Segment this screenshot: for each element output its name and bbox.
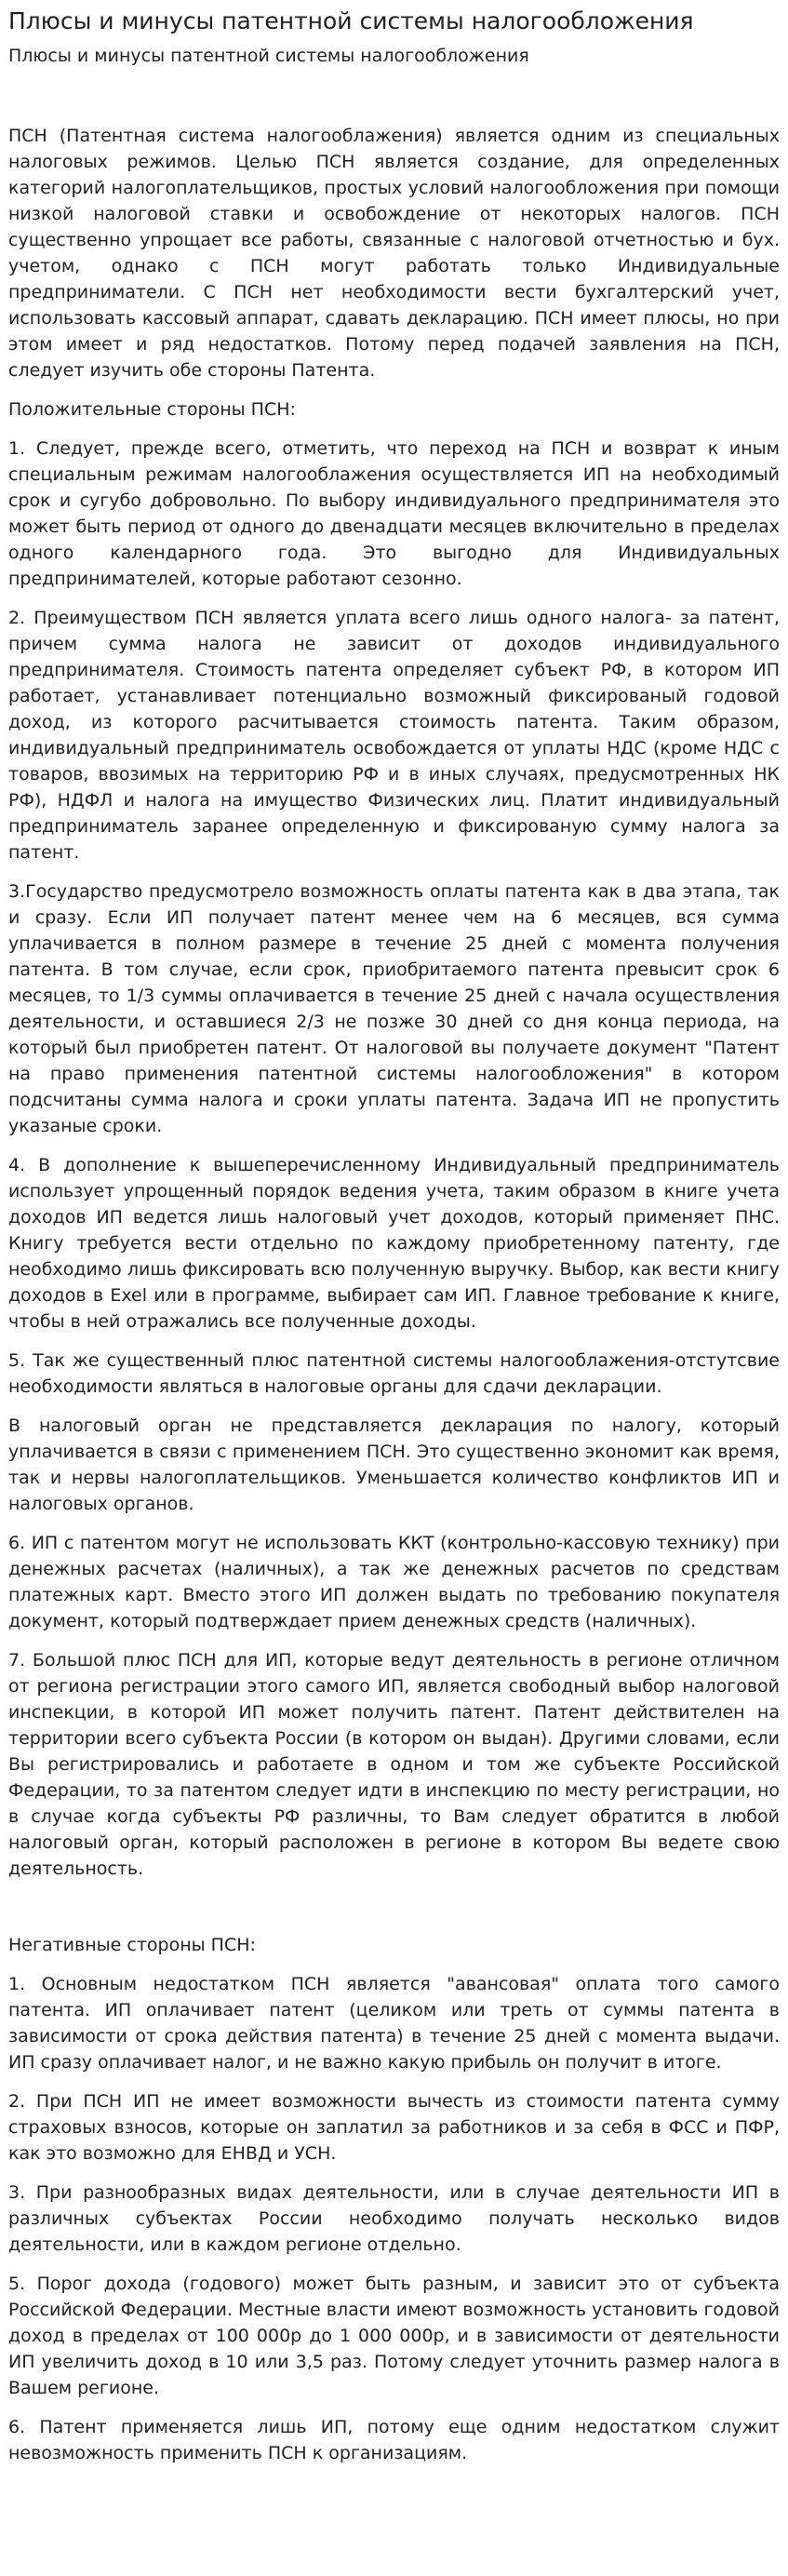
negative-item: 6. Патент применяется лишь ИП, потому еще одним недостатком служит невозможность применить ПСН к организациям. bbox=[8, 2417, 780, 2463]
positive-item: 1. Следует, прежде всего, отметить, что переход на ПСН и возврат к иным специальным режимам налогооблажения осуществляется ИП на необходимый срок и сугубо добровольно. По выбору индивидуального предпринимателя это может быть период от одного до двенадцати месяцев включительно в пределах одного календарного года. Это выгодно для Индивидуальных предпринимателей, которые работают сезонно. bbox=[8, 438, 780, 589]
positive-item: 7. Большой плюс ПСН для ИП, которые ведут деятельность в регионе отличном от региона регистрации этого самого ИП, является свободный выбор налоговой инспекции, в которой ИП может получить патент. Патент действителен на территории всего субъекта России (в котором он выдан). Другими словами, если Вы регистрировались и работаете в одном и том же субъекте Российской Федерации, то за патентом следует идти в инспекцию по месту регистрации, но в случае когда субъекты РФ различны, то Вам следует обратится в любой налоговый орган, который расположен в регионе в котором Вы ведете свою деятельность. bbox=[8, 1650, 780, 1879]
negative-item: 3. При разнообразных видах деятельности, или в случае деятельности ИП в различных субъектах России необходимо получать несколько видов деятельности, или в каждом регионе отдельно. bbox=[8, 2182, 780, 2255]
negative-item: 1. Основным недостатком ПСН является "авансовая" оплата того самого патента. ИП оплачивает патент (целиком или треть от суммы патента в зависимости от срока действия патента) в течение 25 дней с момента выдачи. ИП сразу оплачивает налог, и не важно какую прибыль он получит в итоге. bbox=[8, 1974, 780, 2073]
negative-item: 5. Порог дохода (годового) может быть разным, и зависит это от субъекта Российской Федерации. Местные власти имеют возможность установить годовой доход в пределах от 100 000р до 1 000 000р, и в зависимости от деятельности ИП увеличить доход в 10 или 3,5 раз. Потому следует уточнить размер налога в Вашем регионе. bbox=[8, 2274, 780, 2398]
section-spacer bbox=[8, 1895, 780, 1932]
page-subtitle: Плюсы и минусы патентной системы налогообложения bbox=[8, 46, 529, 66]
positive-item: 6. ИП с патентом могут не использовать ККТ (контрольно-кассовую технику) при денежных расчетах (наличных), а так же денежных расчетов по средствам платежных карт. Вместо этого ИП должен выдать по требованию покупателя документ, который подтверждает прием денежных средств (наличных). bbox=[8, 1533, 780, 1631]
positive-item: 4. В дополнение к вышеперечисленному Индивидуальный предприниматель использует упрощенный порядок ведения учета, таким образом в книге учета доходов ИП ведется лишь налоговый учет доходов, который применяет ПНС. Книгу требуется вести отдельно по каждому приобретенному патенту, где необходимо лишь фиксировать всю полученную выручку. Выбор, как вести книгу доходов в Exel или в программе, выбирает сам ИП. Главное требование к книге, чтобы в ней отражались все полученные доходы. bbox=[8, 1155, 780, 1332]
intro-paragraph: ПСН (Патентная система налогооблажения) является одним из специальных налоговых режимов. Целью ПСН является создание, для определенных категорий налогоплательщиков, простых условий налогообложения при помощи низкой налоговой ставки и освобождение от некоторых налогов. ПСН существенно упрощает все работы, связанные с налоговой отчетностью и бух. учетом, однако с ПСН могут работать только Индивидуальные предприниматели. С ПСН нет необходимости вести бухгалтерский учет, использовать кассовый аппарат, сдавать декларацию. ПСН имеет плюсы, но при этом имеет и ряд недостатков. Потому перед подачей заявления на ПСН, следует изучить обе стороны Патента. bbox=[8, 126, 780, 381]
article bbox=[0, 7, 788, 2466]
positive-item: 5. Так же существенный плюс патентной системы налогооблажения-отстутсвие необходимости являться в налоговые органы для сдачи декларации. bbox=[8, 1350, 780, 1397]
positives-heading: Положительные стороны ПСН: bbox=[8, 399, 296, 420]
positive-item: 3.Государство предусмотрело возможность оплаты патента как в два этапа, так и сразу. Если ИП получает патент менее чем на 6 месяцев, вся сумма уплачивается в полном размере в течение 25 дней с момента получения патента. В том случае, если срок, приобритаемого патента превысит срок 6 месяцев, то 1/3 суммы оплачивается в течение 25 дней с начала осуществления деятельности, и оставшиеся 2/3 не позже 30 дней со дня конца периода, на который был приобретен патент. От налоговой вы получаете документ "Патент на право применения патентной системы налогообложения" в котором подсчитаны сумма налога и сроки уплаты патента. Задача ИП не пропустить указаные сроки. bbox=[8, 881, 780, 1136]
positive-item: 2. Преимуществом ПСН является уплата всего лишь одного налога- за патент, причем сумма налога не зависит от доходов индивидуального предпринимателя. Стоимость патента определяет субъект РФ, в котором ИП работает, устанавливает потенциально возможный фиксированый годовой доход, из которого расчитывается стоимость патента. Таким образом, индивидуальный предприниматель освобождается от уплаты НДС (кроме НДС с товаров, ввозимых на территорию РФ и в иных случаях, предусмотренных НК РФ), НДФЛ и налога на имущество Физических лиц. Платит индивидуальный предприниматель заранее определенную и фиксированую сумму налога за патент. bbox=[8, 608, 780, 863]
negatives-heading: Негативные стороны ПСН: bbox=[8, 1935, 256, 1955]
positive-item: В налоговый орган не представляется декларация по налогу, который уплачивается в связи с применением ПСН. Это существенно экономит как время, так и нервы налогоплательщиков. Уменьшается количество конфликтов ИП и налоговых органов. bbox=[8, 1415, 780, 1514]
page-title: Плюсы и минусы патентной системы налогообложения bbox=[8, 7, 694, 34]
negative-item: 2. При ПСН ИП не имеет возможности вычесть из стоимости патента сумму страховых взносов, которые он заплатил за работников и за себя в ФСС и ПФР, как это возможно для ЕНВД и УСН. bbox=[8, 2091, 780, 2164]
